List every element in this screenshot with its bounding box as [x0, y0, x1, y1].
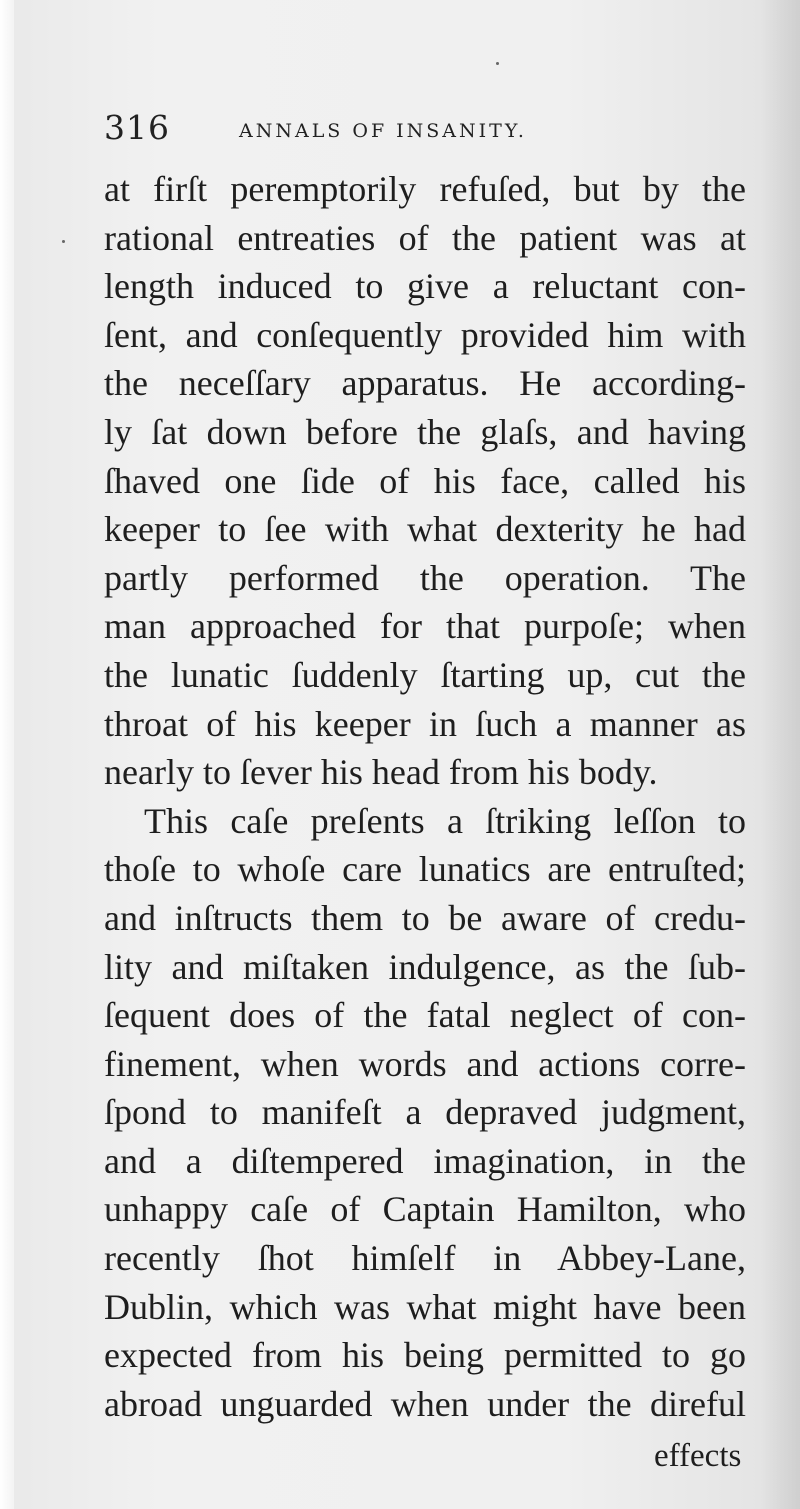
text-line: ſhaved one ſide of his face, called his	[104, 460, 746, 501]
running-head: ANNALS OF INSANITY.	[239, 120, 527, 142]
text-line: throat of his keeper in ſuch a manner as	[104, 703, 746, 744]
text-line: recently ſhot himſelf in Abbey-Lane,	[104, 1238, 746, 1279]
text-line: partly performed the operation. The	[104, 557, 746, 598]
text-line: thoſe to whoſe care lunatics are entruſted;	[104, 849, 746, 890]
text-line: unhappy caſe of Captain Hamilton, who	[104, 1189, 746, 1230]
text-line: the neceſſary apparatus. He according-	[104, 363, 746, 404]
text-line: abroad unguarded when under the direful	[104, 1383, 746, 1424]
body-text	[104, 165, 746, 1428]
text-line: ly ſat down before the glaſs, and having	[104, 411, 746, 452]
page-left-edge	[0, 0, 14, 1509]
text-line: keeper to ſee with what dexterity he had	[104, 509, 746, 550]
page-header	[104, 108, 744, 152]
text-line: man approached for that purpoſe; when	[104, 606, 746, 647]
page-right-shadow	[760, 0, 800, 1509]
text-line: at firſt peremptorily refuſed, but by the	[104, 169, 746, 209]
text-line: length induced to give a reluctant con-	[104, 266, 746, 307]
text-line: and inſtructs them to be aware of credu-	[104, 897, 746, 938]
text-line: ſpond to manifeſt a depraved judgment,	[104, 1092, 746, 1133]
paper-speck	[62, 240, 65, 243]
text-line: the lunatic ſuddenly ſtarting up, cut the	[104, 654, 746, 695]
page-number: 316	[104, 108, 170, 147]
paper-speck	[496, 62, 499, 65]
text-line: rational entreaties of the patient was at	[104, 217, 746, 258]
catchword: effects	[654, 1438, 742, 1474]
text-line: finement, when words and actions corre-	[104, 1043, 746, 1084]
text-line: lity and miſtaken indulgence, as the ſub-	[104, 946, 746, 987]
paragraph-start-line: This caſe preſents a ſtriking leſſon to	[144, 800, 746, 841]
paragraph-end-line: nearly to ſever his head from his body.	[104, 752, 658, 793]
text-line: Dublin, which was what might have been	[104, 1286, 746, 1327]
text-line: ſent, and conſequently provided him with	[104, 314, 746, 355]
text-line: and a diſtempered imagination, in the	[104, 1140, 746, 1181]
text-line: expected from his being permitted to go	[104, 1335, 746, 1376]
text-line: ſequent does of the fatal neglect of con-	[104, 995, 746, 1036]
